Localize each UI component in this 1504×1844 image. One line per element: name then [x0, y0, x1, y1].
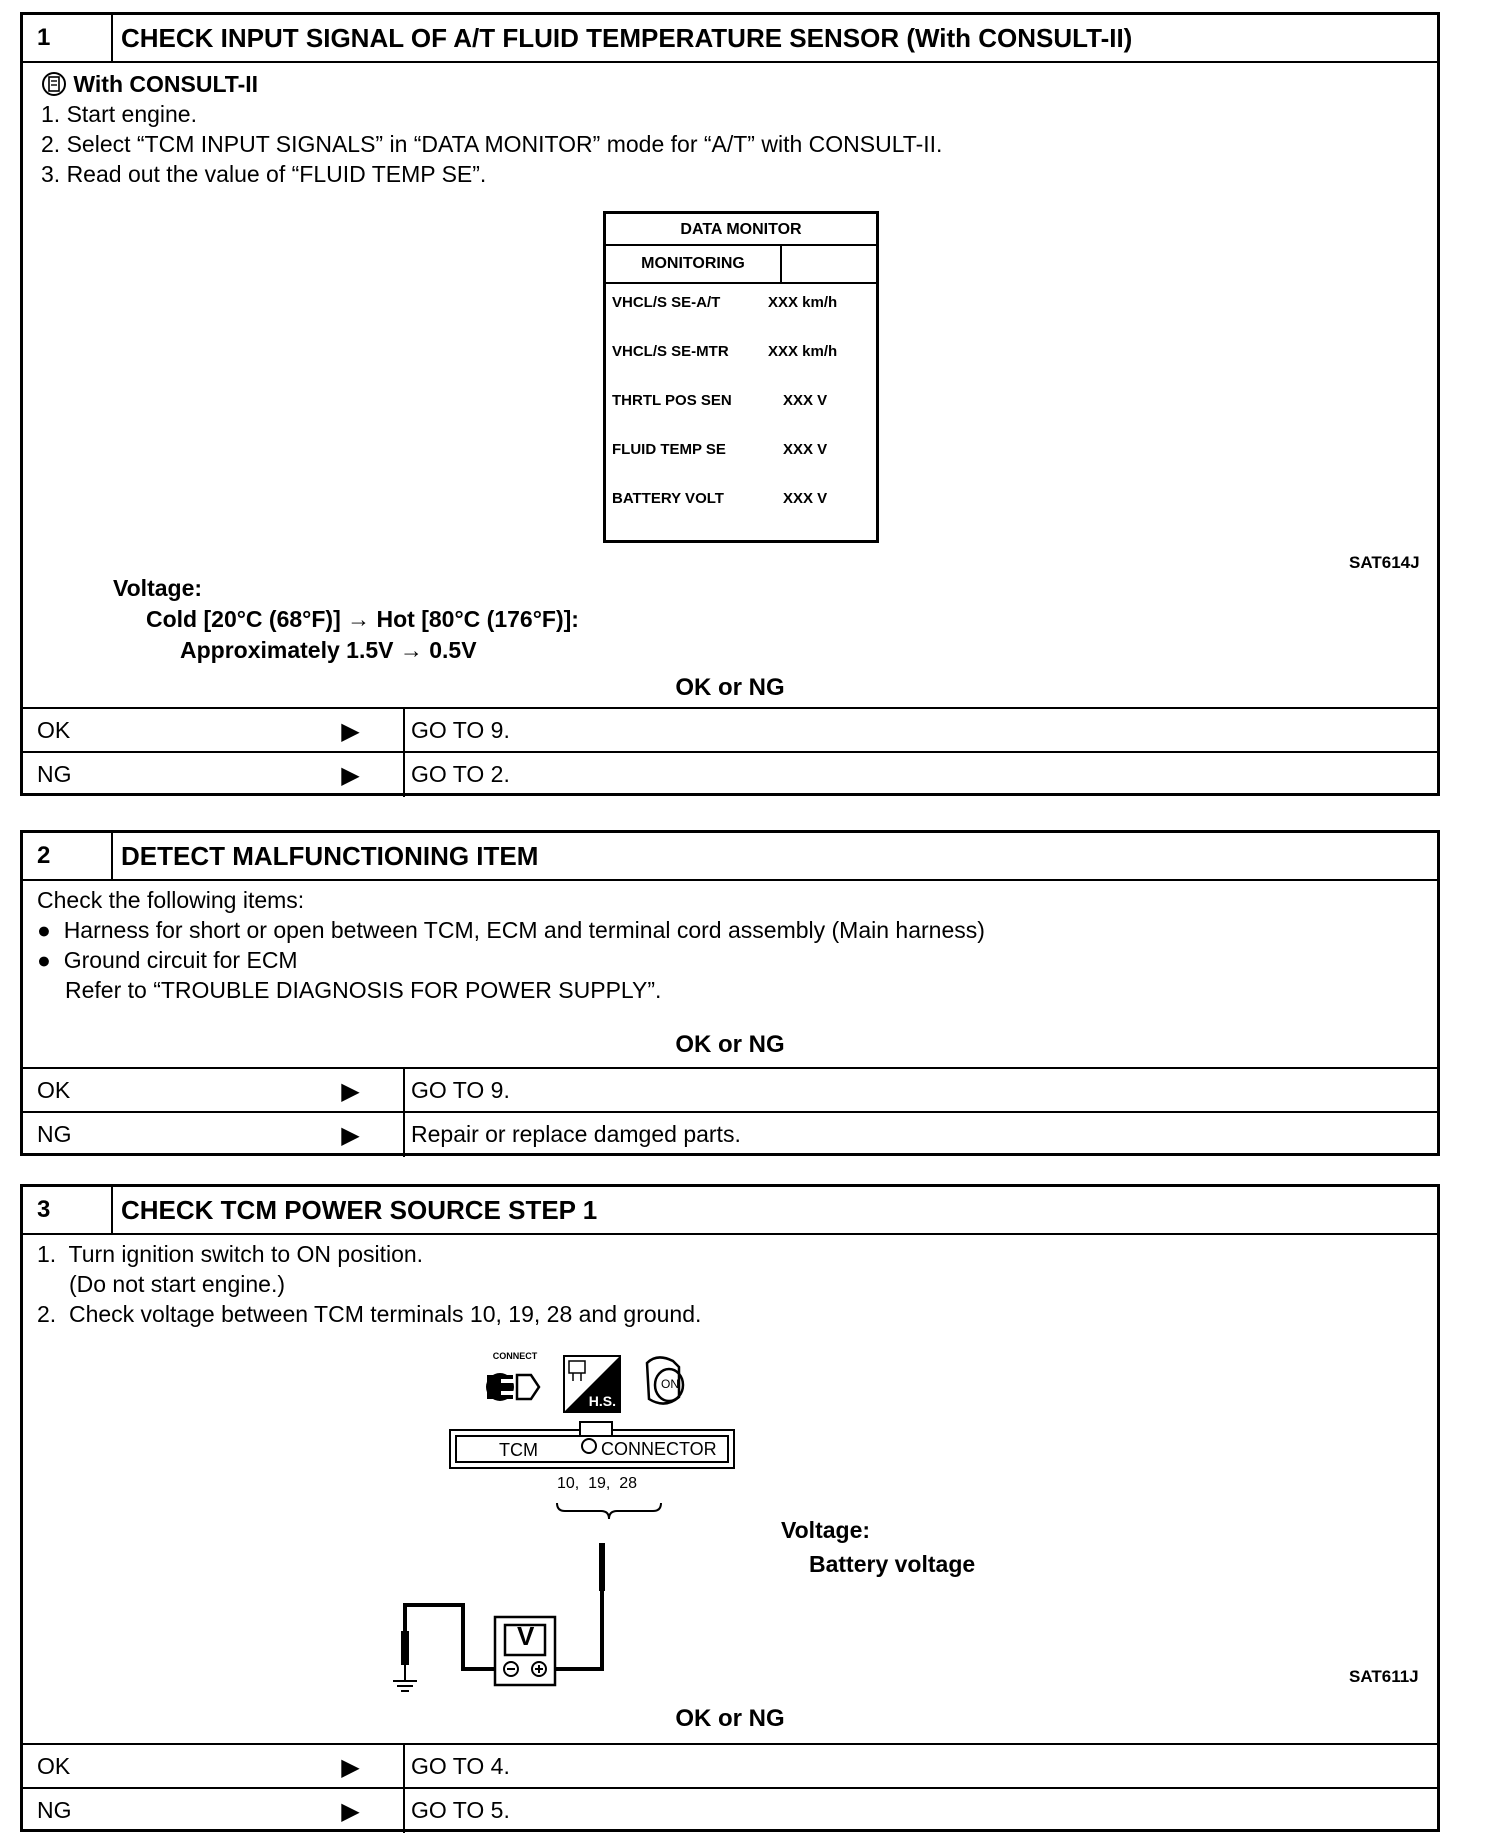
monitor-item-label: VHCL/S SE-A/T: [612, 294, 721, 311]
voltage-value: Battery voltage: [809, 1551, 976, 1577]
connect-label: CONNECT: [492, 1351, 538, 1361]
result-row-ok: [23, 707, 1437, 751]
on-label: ON: [661, 1377, 679, 1391]
monitor-item-label: VHCL/S SE-MTR: [612, 343, 729, 360]
step-item: 2. Select “TCM INPUT SIGNALS” in “DATA MONITOR” mode for “A/T” with CONSULT-II.: [41, 131, 943, 157]
result-action: GO TO 2.: [403, 753, 1437, 797]
result-row-ng: [23, 1111, 1437, 1157]
monitor-item-value: XXX km/h: [768, 343, 838, 360]
ok-or-ng-label: OK or NG: [675, 674, 785, 701]
refer-text: Refer to “TROUBLE DIAGNOSIS FOR POWER SUPPLY”.: [65, 977, 662, 1003]
connector-label: [581, 1438, 717, 1460]
connector-latch: [579, 1421, 613, 1435]
bullet-text: Ground circuit for ECM: [63, 947, 298, 973]
result-row-ok: [23, 1743, 1437, 1787]
step-number: 2: [23, 833, 113, 879]
step-2-block: [20, 830, 1440, 1156]
result-row-ng: [23, 751, 1437, 797]
step-title: DETECT MALFUNCTIONING ITEM: [121, 841, 539, 871]
monitor-item-label: THRTL POS SEN: [612, 392, 732, 409]
result-row-ng: [23, 1787, 1437, 1833]
monitor-title: DATA MONITOR: [606, 214, 876, 246]
tcm-connector: [449, 1429, 735, 1469]
step-3-header: [23, 1187, 1437, 1235]
connector-text: CONNECTOR: [601, 1439, 717, 1459]
check-bullet: ● Harness for short or open between TCM, ECM and terminal cord assembly (Main harness): [37, 917, 985, 943]
voltage-label: Voltage:: [781, 1517, 871, 1543]
step-item: 1. Turn ignition switch to ON position.: [37, 1241, 424, 1267]
harness-side-icon: [563, 1355, 621, 1413]
step-item: (Do not start engine.): [37, 1271, 286, 1297]
voltage-spec-line: Cold [20°C (68°F)] → Hot [80°C (176°F)]:: [146, 606, 579, 632]
ignition-on-icon: [637, 1353, 693, 1413]
consult-tool-icon: [41, 71, 67, 97]
result-action: GO TO 9.: [403, 709, 1437, 751]
voltage-spec-line: Approximately 1.5V → 0.5V: [180, 637, 477, 663]
step-item: 1. Start engine.: [41, 101, 197, 127]
ok-or-ng-label: OK or NG: [675, 1031, 785, 1058]
arrow-right-icon: ▶: [341, 1754, 360, 1781]
result-label: OK: [37, 717, 71, 743]
step-item: 2. Check voltage between TCM terminals 10, 19, 28 and ground.: [37, 1301, 702, 1327]
with-consult-line: [41, 69, 258, 99]
monitor-subtitle: MONITORING: [606, 246, 782, 282]
result-action: GO TO 5.: [403, 1789, 1437, 1833]
check-intro: Check the following items:: [37, 887, 305, 913]
step-title: CHECK INPUT SIGNAL OF A/T FLUID TEMPERATURE SENSOR (With CONSULT-II): [121, 23, 1133, 53]
arrow-right-icon: ▶: [341, 1798, 360, 1825]
result-label: NG: [37, 761, 72, 787]
meter-label: V: [517, 1621, 535, 1651]
arrow-right-icon: ▶: [341, 718, 360, 745]
data-monitor-screen: [603, 211, 879, 543]
step-1-body: [23, 63, 1437, 707]
step-number: 1: [23, 15, 113, 61]
result-label: OK: [37, 1753, 71, 1779]
connect-icon: [481, 1351, 549, 1415]
result-action: Repair or replace damged parts.: [403, 1113, 1437, 1157]
arrow-right-icon: ▶: [341, 1122, 360, 1149]
monitor-item-value: XXX km/h: [768, 294, 838, 311]
voltmeter-circuit: [383, 1491, 703, 1711]
monitor-item-label: BATTERY VOLT: [612, 490, 724, 507]
monitor-item-value: XXX V: [783, 392, 828, 409]
step-item: 3. Read out the value of “FLUID TEMP SE”.: [41, 161, 487, 187]
terminal-numbers: 10, 19, 28: [557, 1475, 638, 1492]
result-row-ok: [23, 1067, 1437, 1111]
ok-or-ng-label: OK or NG: [675, 1705, 785, 1732]
step-1-header: [23, 15, 1437, 63]
step-list: [37, 1239, 701, 1329]
result-label: OK: [37, 1077, 71, 1103]
bullet-text: Harness for short or open between TCM, ECM and terminal cord assembly (Main harness): [63, 917, 985, 943]
hs-label: H.S.: [588, 1393, 616, 1409]
step-1-block: [20, 12, 1440, 796]
check-list: [37, 885, 985, 1005]
figure-code: SAT611J: [1349, 1667, 1419, 1686]
result-action: GO TO 4.: [403, 1745, 1437, 1787]
arrow-right-icon: ▶: [341, 1078, 360, 1105]
step-3-body: [23, 1235, 1437, 1743]
step-title: CHECK TCM POWER SOURCE STEP 1: [121, 1195, 598, 1225]
result-action: GO TO 9.: [403, 1069, 1437, 1111]
monitor-item-value: XXX V: [783, 441, 828, 458]
voltage-label: Voltage:: [113, 575, 203, 601]
procedure-icons: [481, 1351, 731, 1421]
check-bullet: ● Ground circuit for ECM: [37, 947, 298, 973]
step-3-block: [20, 1184, 1440, 1832]
step-2-body: [23, 881, 1437, 1067]
result-label: NG: [37, 1797, 72, 1823]
monitor-item-value: XXX V: [783, 490, 828, 507]
step-2-header: [23, 833, 1437, 881]
figure-code: SAT614J: [1349, 553, 1420, 572]
tcm-label: TCM: [499, 1440, 538, 1460]
arrow-right-icon: ▶: [341, 762, 360, 789]
result-label: NG: [37, 1121, 72, 1147]
step-list: [41, 99, 942, 189]
step-number: 3: [23, 1187, 113, 1233]
with-consult-label: With CONSULT-II: [73, 71, 259, 97]
monitor-item-label: FLUID TEMP SE: [612, 441, 726, 458]
